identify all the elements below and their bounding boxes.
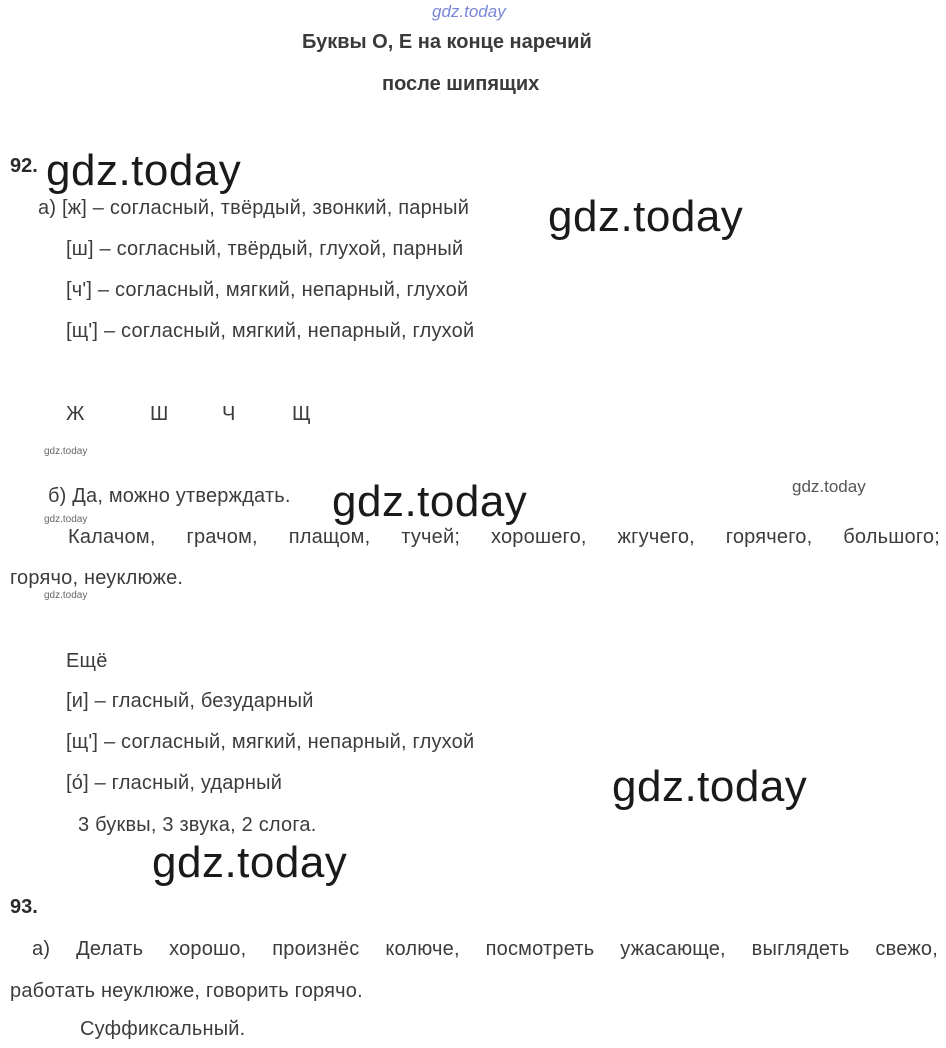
ex92-a-line-3: [ч'] – согласный, мягкий, непарный, глухой (66, 279, 469, 301)
ex93-a-line-2: работать неуклюже, говорить горячо. (10, 980, 363, 1002)
watermark-medium: gdz.today (792, 477, 866, 496)
watermark-top: gdz.today (432, 2, 506, 21)
heading-line1: Буквы О, Е на конце наречий (302, 31, 592, 53)
exercise-92-number: 92. (10, 155, 38, 177)
ex92-a-line-4: [щ'] – согласный, мягкий, непарный, глухой (66, 320, 475, 342)
watermark-small: gdz.today (44, 446, 88, 457)
watermark-small: gdz.today (44, 514, 88, 525)
ex92-a-line-1: а) [ж] – согласный, твёрдый, звонкий, парный (38, 197, 470, 219)
letter-zh: Ж (66, 403, 85, 425)
watermark-big: gdz.today (548, 192, 744, 241)
ex93-answer: Суффиксальный. (80, 1018, 246, 1040)
watermark-big: gdz.today (152, 838, 348, 887)
ex93-a-line-1: а) Делать хорошо, произнёс колюче, посмотреть ужасающе, выглядеть свежо, (32, 938, 938, 960)
watermark-small: gdz.today (44, 590, 88, 601)
letter-ch: Ч (222, 403, 236, 425)
phonetic-line-2: [щ'] – согласный, мягкий, непарный, глухой (66, 731, 475, 753)
watermark-big: gdz.today (332, 477, 528, 526)
phonetic-line-1: [и] – гласный, безударный (66, 690, 314, 712)
watermark-big: gdz.today (46, 146, 242, 195)
letter-sh: Ш (150, 403, 169, 425)
ex92-summary: 3 буквы, 3 звука, 2 слога. (78, 814, 317, 836)
exercise-93-number: 93. (10, 896, 38, 918)
word-eshche: Ещё (66, 650, 108, 672)
phonetic-line-3: [о́] – гласный, ударный (66, 772, 283, 794)
heading-line2: после шипящих (382, 73, 540, 95)
ex92-b-intro: б) Да, можно утверждать. (48, 485, 291, 507)
ex92-b-line-2: горячо, неуклюже. (10, 567, 184, 589)
ex92-b-line-1: Калачом, грачом, плащом, тучей; хорошего, жгучего, горячего, большого; (68, 526, 940, 548)
letter-shch: Щ (292, 403, 311, 425)
ex92-a-line-2: [ш] – согласный, твёрдый, глухой, парный (66, 238, 464, 260)
watermark-big: gdz.today (612, 762, 808, 811)
